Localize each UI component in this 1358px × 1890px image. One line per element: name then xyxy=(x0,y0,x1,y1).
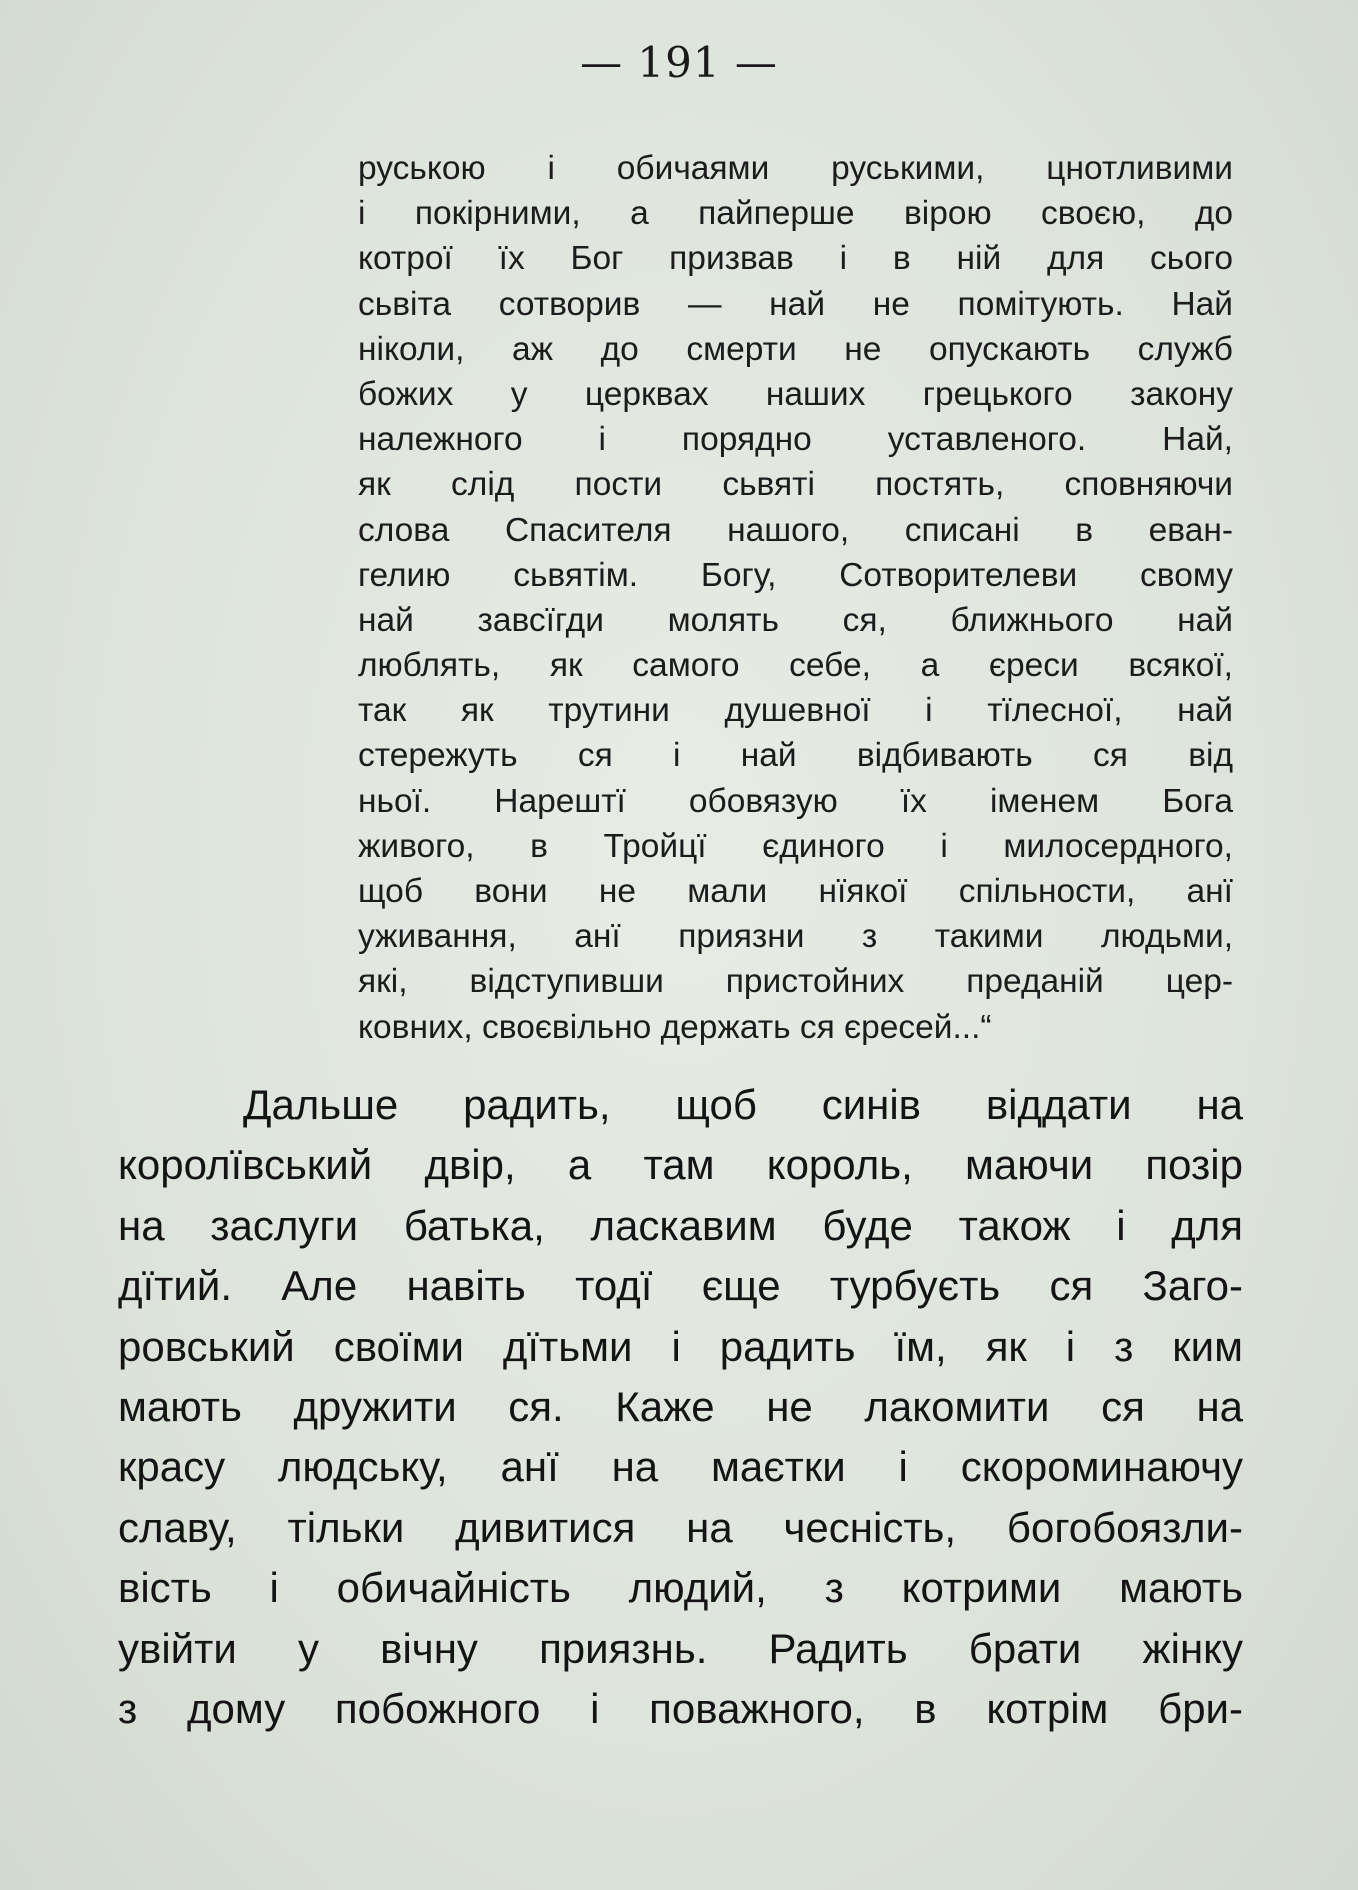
paragraph-line-first: Дальше радить, щоб синів віддати на xyxy=(243,1081,1243,1128)
quote-line: належного і порядно уставленого. Най, xyxy=(358,421,1233,459)
quote-line: котрої їх Бог призвав і в ній для сього xyxy=(358,240,1233,278)
quote-line: слова Спасителя нашого, списані в еван- xyxy=(358,511,1233,549)
quote-line: які, відступивши пристойних преданій цер- xyxy=(358,963,1233,1001)
page-number: — 191 — xyxy=(580,38,778,87)
quote-line: най завсїгди молять ся, ближнього най xyxy=(358,601,1233,639)
quote-line: і покірними, а пайперше вірою своєю, до xyxy=(358,195,1233,233)
quote-line: уживання, анї приязни з такими людьми, xyxy=(358,918,1233,956)
quote-line: гелию сьвятім. Богу, Сотворителеви свому xyxy=(358,556,1233,594)
paragraph-line: вість і обичайність людий, з котрими мають xyxy=(118,1564,1243,1612)
quote-line: щоб вони не мали нїякої спільности, анї xyxy=(358,873,1233,910)
paragraph-line: на заслуги батька, ласкавим буде також і для xyxy=(118,1201,1243,1249)
quote-line: як слід пости сьвяті постять, сповняючи xyxy=(358,466,1233,504)
body-paragraph xyxy=(118,1075,1243,1739)
quote-line: стережуть ся і най відбивають ся від xyxy=(358,737,1233,775)
paragraph-line: з дому побожного і поважного, в котрім бри- xyxy=(118,1684,1243,1732)
quote-line: руською і обичаями руськими, цнотливими xyxy=(358,150,1233,187)
quote-line: так як трутини душевної і тїлесної, най xyxy=(358,692,1233,730)
quote-line: ніколи, аж до смерти не опускають служб xyxy=(358,330,1233,368)
paragraph-line: мають дружити ся. Каже не лакомити ся на xyxy=(118,1382,1243,1430)
paragraph-line: славу, тільки дивитися на чесність, богобоязли- xyxy=(118,1503,1243,1551)
paragraph-line: ровський своїми дїтьми і радить їм, як і з ким xyxy=(118,1322,1243,1370)
quote-line: божих у церквах наших грецького закону xyxy=(358,375,1233,413)
paragraph-line: красу людську, анї на маєтки і скороминаючу xyxy=(118,1443,1243,1491)
paragraph-line: королївський двір, а там король, маючи позір xyxy=(118,1141,1243,1189)
quote-line: сьвіта сотворив — най не помітують. Най xyxy=(358,285,1233,323)
quote-line-last: ковних, своєвільно держать ся єресей...“ xyxy=(358,1008,992,1046)
quote-line: живого, в Тройцї єдиного і милосердного, xyxy=(358,827,1233,865)
quote-line: люблять, як самого себе, а єреси всякої, xyxy=(358,647,1233,685)
paragraph-line: дїтий. Але навіть тодї єще турбуєть ся Заго- xyxy=(118,1262,1243,1310)
quoted-passage xyxy=(358,146,1233,1050)
quote-line: ньої. Нарештї обовязую їх іменем Бога xyxy=(358,782,1233,820)
paragraph-line: увійти у вічну приязнь. Радить брати жінку xyxy=(118,1624,1243,1672)
